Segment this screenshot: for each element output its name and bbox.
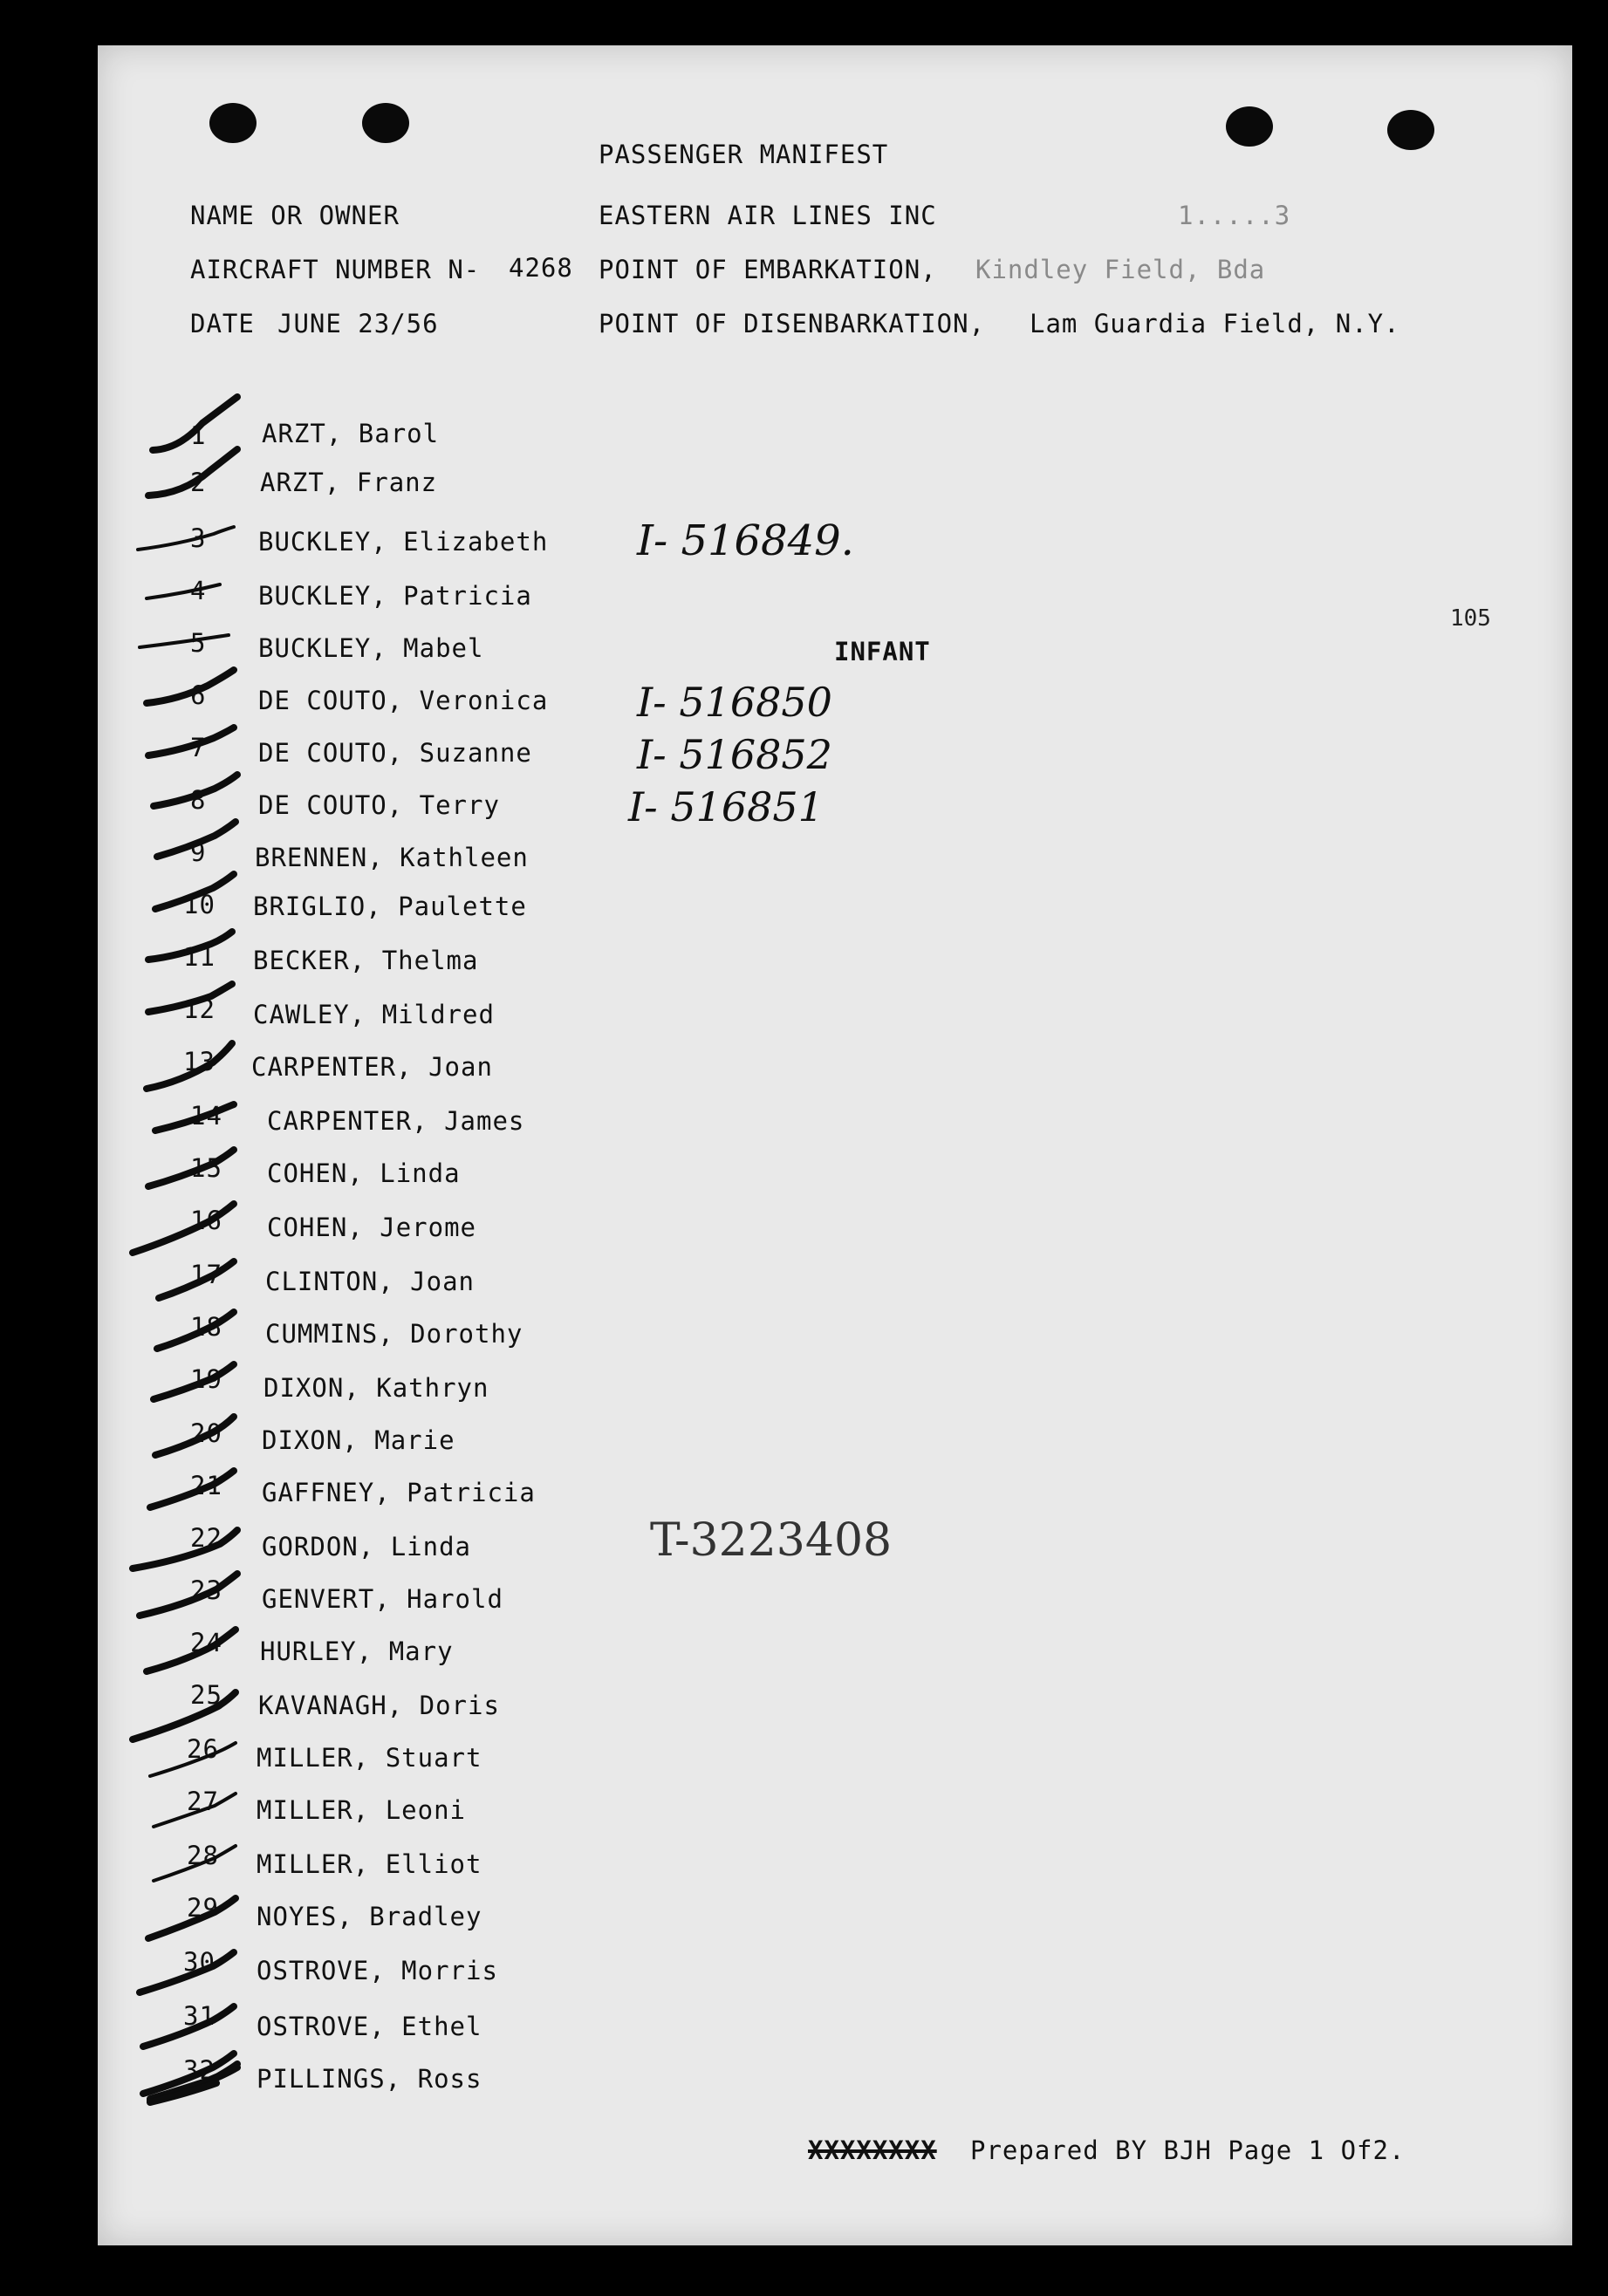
- passenger-name: [263, 1373, 489, 1403]
- passenger-surname: BUCKLEY,: [258, 633, 387, 663]
- passenger-name: [262, 1425, 455, 1455]
- passenger-given-name: James: [444, 1106, 525, 1136]
- handwritten-ticket-number: I- 516849.: [637, 516, 854, 565]
- passenger-name: [262, 1584, 503, 1614]
- passenger-number: 3: [190, 523, 207, 553]
- passenger-name: [257, 1795, 466, 1825]
- passenger-surname: GAFFNEY,: [262, 1478, 391, 1507]
- embarkation-label: POINT OF EMBARKATION,: [599, 255, 937, 284]
- passenger-surname: CLINTON,: [265, 1267, 394, 1296]
- passenger-surname: DIXON,: [262, 1425, 359, 1455]
- passenger-number: 9: [190, 837, 207, 867]
- footer-struck-text: XXXXXXXX: [808, 2135, 937, 2165]
- passenger-surname: COHEN,: [267, 1158, 364, 1188]
- passenger-surname: CARPENTER,: [251, 1052, 413, 1082]
- passenger-number: 18: [190, 1312, 222, 1342]
- passenger-number: 23: [190, 1575, 222, 1605]
- passenger-given-name: Veronica: [419, 686, 549, 715]
- passenger-number: 26: [187, 1734, 219, 1764]
- passenger-number: 20: [190, 1418, 222, 1448]
- passenger-name: [267, 1106, 524, 1136]
- passenger-name: [257, 1743, 482, 1773]
- passenger-number: 10: [183, 890, 216, 919]
- passenger-number: 14: [190, 1101, 222, 1131]
- passenger-surname: BECKER,: [253, 946, 366, 975]
- handwritten-ticket-number: I- 516851: [628, 783, 824, 830]
- passenger-surname: DE COUTO,: [258, 738, 404, 768]
- passenger-name: [255, 843, 529, 872]
- passenger-surname: MILLER,: [257, 1795, 370, 1825]
- passenger-surname: OSTROVE,: [257, 2012, 386, 2041]
- passenger-given-name: Mary: [388, 1637, 454, 1666]
- passenger-number: 8: [190, 785, 207, 815]
- passenger-surname: OSTROVE,: [257, 1956, 386, 1985]
- passenger-surname: COHEN,: [267, 1213, 364, 1242]
- passenger-number: 12: [183, 994, 216, 1024]
- passenger-given-name: Suzanne: [419, 738, 532, 768]
- passenger-given-name: Linda: [380, 1158, 461, 1188]
- passenger-number: 2: [190, 468, 207, 497]
- infant-label: INFANT: [834, 637, 931, 666]
- passenger-number: 7: [190, 733, 207, 762]
- passenger-number: 31: [183, 2001, 216, 2031]
- faded-reference: 1.....3: [1178, 201, 1291, 230]
- passenger-number: 15: [190, 1153, 222, 1183]
- passenger-name: [258, 581, 532, 611]
- passenger-name: [253, 1000, 495, 1029]
- passenger-given-name: Linda: [390, 1532, 471, 1561]
- passenger-number: 24: [190, 1628, 222, 1657]
- passenger-surname: BUCKLEY,: [258, 581, 387, 611]
- passenger-given-name: Ethel: [401, 2012, 482, 2041]
- passenger-given-name: Doris: [419, 1691, 500, 1720]
- footer-prepared-by: Prepared BY BJH Page 1 Of2.: [970, 2135, 1406, 2165]
- passenger-surname: DE COUTO,: [258, 790, 404, 820]
- disembarkation-label: POINT OF DISENBARKATION,: [599, 309, 986, 338]
- passenger-number: 16: [190, 1206, 222, 1235]
- passenger-given-name: Ross: [417, 2064, 482, 2094]
- manifest-title: PASSENGER MANIFEST: [599, 140, 889, 169]
- passenger-surname: GORDON,: [262, 1532, 375, 1561]
- passenger-name: [260, 468, 437, 497]
- owner-label: NAME OR OWNER: [190, 201, 400, 230]
- passenger-surname: HURLEY,: [260, 1637, 373, 1666]
- passenger-surname: BRIGLIO,: [253, 892, 382, 921]
- passenger-given-name: Franz: [356, 468, 438, 497]
- passenger-name: [257, 1902, 482, 1931]
- passenger-name: [262, 1478, 536, 1507]
- passenger-surname: ARZT,: [260, 468, 341, 497]
- passenger-name: [265, 1267, 475, 1296]
- passenger-given-name: Kathryn: [376, 1373, 489, 1403]
- passenger-given-name: Leoni: [385, 1795, 466, 1825]
- aircraft-label: AIRCRAFT NUMBER N-: [190, 255, 481, 284]
- passenger-given-name: Bradley: [369, 1902, 482, 1931]
- passenger-name: [258, 527, 548, 557]
- passenger-given-name: Mabel: [403, 633, 484, 663]
- punch-hole-4: [1387, 110, 1434, 150]
- passenger-name: [262, 419, 439, 448]
- passenger-name: [260, 1637, 454, 1666]
- passenger-number: 21: [190, 1471, 222, 1500]
- passenger-given-name: Jerome: [380, 1213, 476, 1242]
- handwritten-ticket-number: I- 516850: [637, 679, 832, 726]
- embarkation-value: Kindley Field, Bda: [975, 255, 1266, 284]
- owner-value: EASTERN AIR LINES INC: [599, 201, 937, 230]
- passenger-given-name: Dorothy: [410, 1319, 523, 1349]
- passenger-given-name: Patricia: [403, 581, 532, 611]
- passenger-surname: NOYES,: [257, 1902, 353, 1931]
- passenger-surname: KAVANAGH,: [258, 1691, 404, 1720]
- passenger-number: 11: [183, 942, 216, 972]
- passenger-number: 6: [190, 680, 207, 710]
- handwritten-ticket-number: T-3223408: [650, 1514, 893, 1567]
- passenger-given-name: Terry: [419, 790, 500, 820]
- passenger-surname: ARZT,: [262, 419, 343, 448]
- punch-hole-3: [1226, 106, 1273, 147]
- passenger-surname: CUMMINS,: [265, 1319, 394, 1349]
- passenger-given-name: Barol: [358, 419, 440, 448]
- passenger-name: [257, 1956, 498, 1985]
- passenger-name: [258, 686, 548, 715]
- passenger-number: 29: [187, 1893, 219, 1923]
- passenger-number: 13: [183, 1047, 216, 1076]
- passenger-number: 25: [190, 1680, 222, 1710]
- passenger-surname: BRENNEN,: [255, 843, 384, 872]
- passenger-name: [267, 1213, 476, 1242]
- passenger-given-name: Thelma: [381, 946, 479, 975]
- passenger-surname: CARPENTER,: [267, 1106, 428, 1136]
- passenger-surname: MILLER,: [257, 1743, 370, 1773]
- passenger-number: 28: [187, 1841, 219, 1870]
- passenger-given-name: Joan: [410, 1267, 475, 1296]
- handwritten-ticket-number: I- 516852: [637, 731, 832, 778]
- passenger-given-name: Mildred: [381, 1000, 495, 1029]
- passenger-number: 19: [190, 1364, 222, 1394]
- passenger-name: [253, 946, 478, 975]
- passenger-given-name: Elizabeth: [403, 527, 549, 557]
- passenger-given-name: Elliot: [385, 1849, 482, 1879]
- passenger-name: [257, 1849, 482, 1879]
- date-value: JUNE 23/56: [277, 309, 439, 338]
- date-label: DATE: [190, 309, 255, 338]
- passenger-number: 5: [190, 628, 207, 658]
- aircraft-number: 4268: [509, 253, 573, 283]
- passenger-surname: DIXON,: [263, 1373, 360, 1403]
- passenger-name: [257, 2012, 482, 2041]
- passenger-name: [262, 1532, 471, 1561]
- passenger-surname: PILLINGS,: [257, 2064, 402, 2094]
- passenger-number: 30: [183, 1947, 216, 1977]
- passenger-given-name: Harold: [407, 1584, 503, 1614]
- passenger-number: 27: [187, 1787, 219, 1816]
- passenger-surname: BUCKLEY,: [258, 527, 387, 557]
- passenger-name: [258, 1691, 500, 1720]
- passenger-surname: GENVERT,: [262, 1584, 391, 1614]
- passenger-number: 32: [183, 2055, 216, 2085]
- punch-hole-1: [209, 103, 257, 143]
- disembarkation-value: Lam Guardia Field, N.Y.: [1030, 309, 1400, 338]
- passenger-number: 17: [190, 1260, 222, 1289]
- passenger-given-name: Patricia: [407, 1478, 536, 1507]
- passenger-number: 4: [190, 576, 207, 605]
- passenger-surname: MILLER,: [257, 1849, 370, 1879]
- passenger-name: [258, 738, 532, 768]
- passenger-given-name: Morris: [401, 1956, 498, 1985]
- passenger-name: [258, 633, 483, 663]
- passenger-given-name: Kathleen: [400, 843, 529, 872]
- passenger-given-name: Marie: [374, 1425, 455, 1455]
- passenger-surname: CAWLEY,: [253, 1000, 366, 1029]
- passenger-name: [267, 1158, 461, 1188]
- passenger-number: 1: [190, 420, 207, 450]
- passenger-name: [251, 1052, 493, 1082]
- passenger-name: [253, 892, 527, 921]
- passenger-given-name: Stuart: [385, 1743, 482, 1773]
- passenger-name: [258, 790, 500, 820]
- passenger-name: [257, 2064, 482, 2094]
- passenger-given-name: Paulette: [398, 892, 527, 921]
- punch-hole-2: [362, 103, 409, 143]
- page-stamp: 105: [1450, 605, 1491, 632]
- passenger-surname: DE COUTO,: [258, 686, 404, 715]
- passenger-name: [265, 1319, 523, 1349]
- passenger-given-name: Joan: [428, 1052, 493, 1082]
- passenger-number: 22: [190, 1523, 222, 1553]
